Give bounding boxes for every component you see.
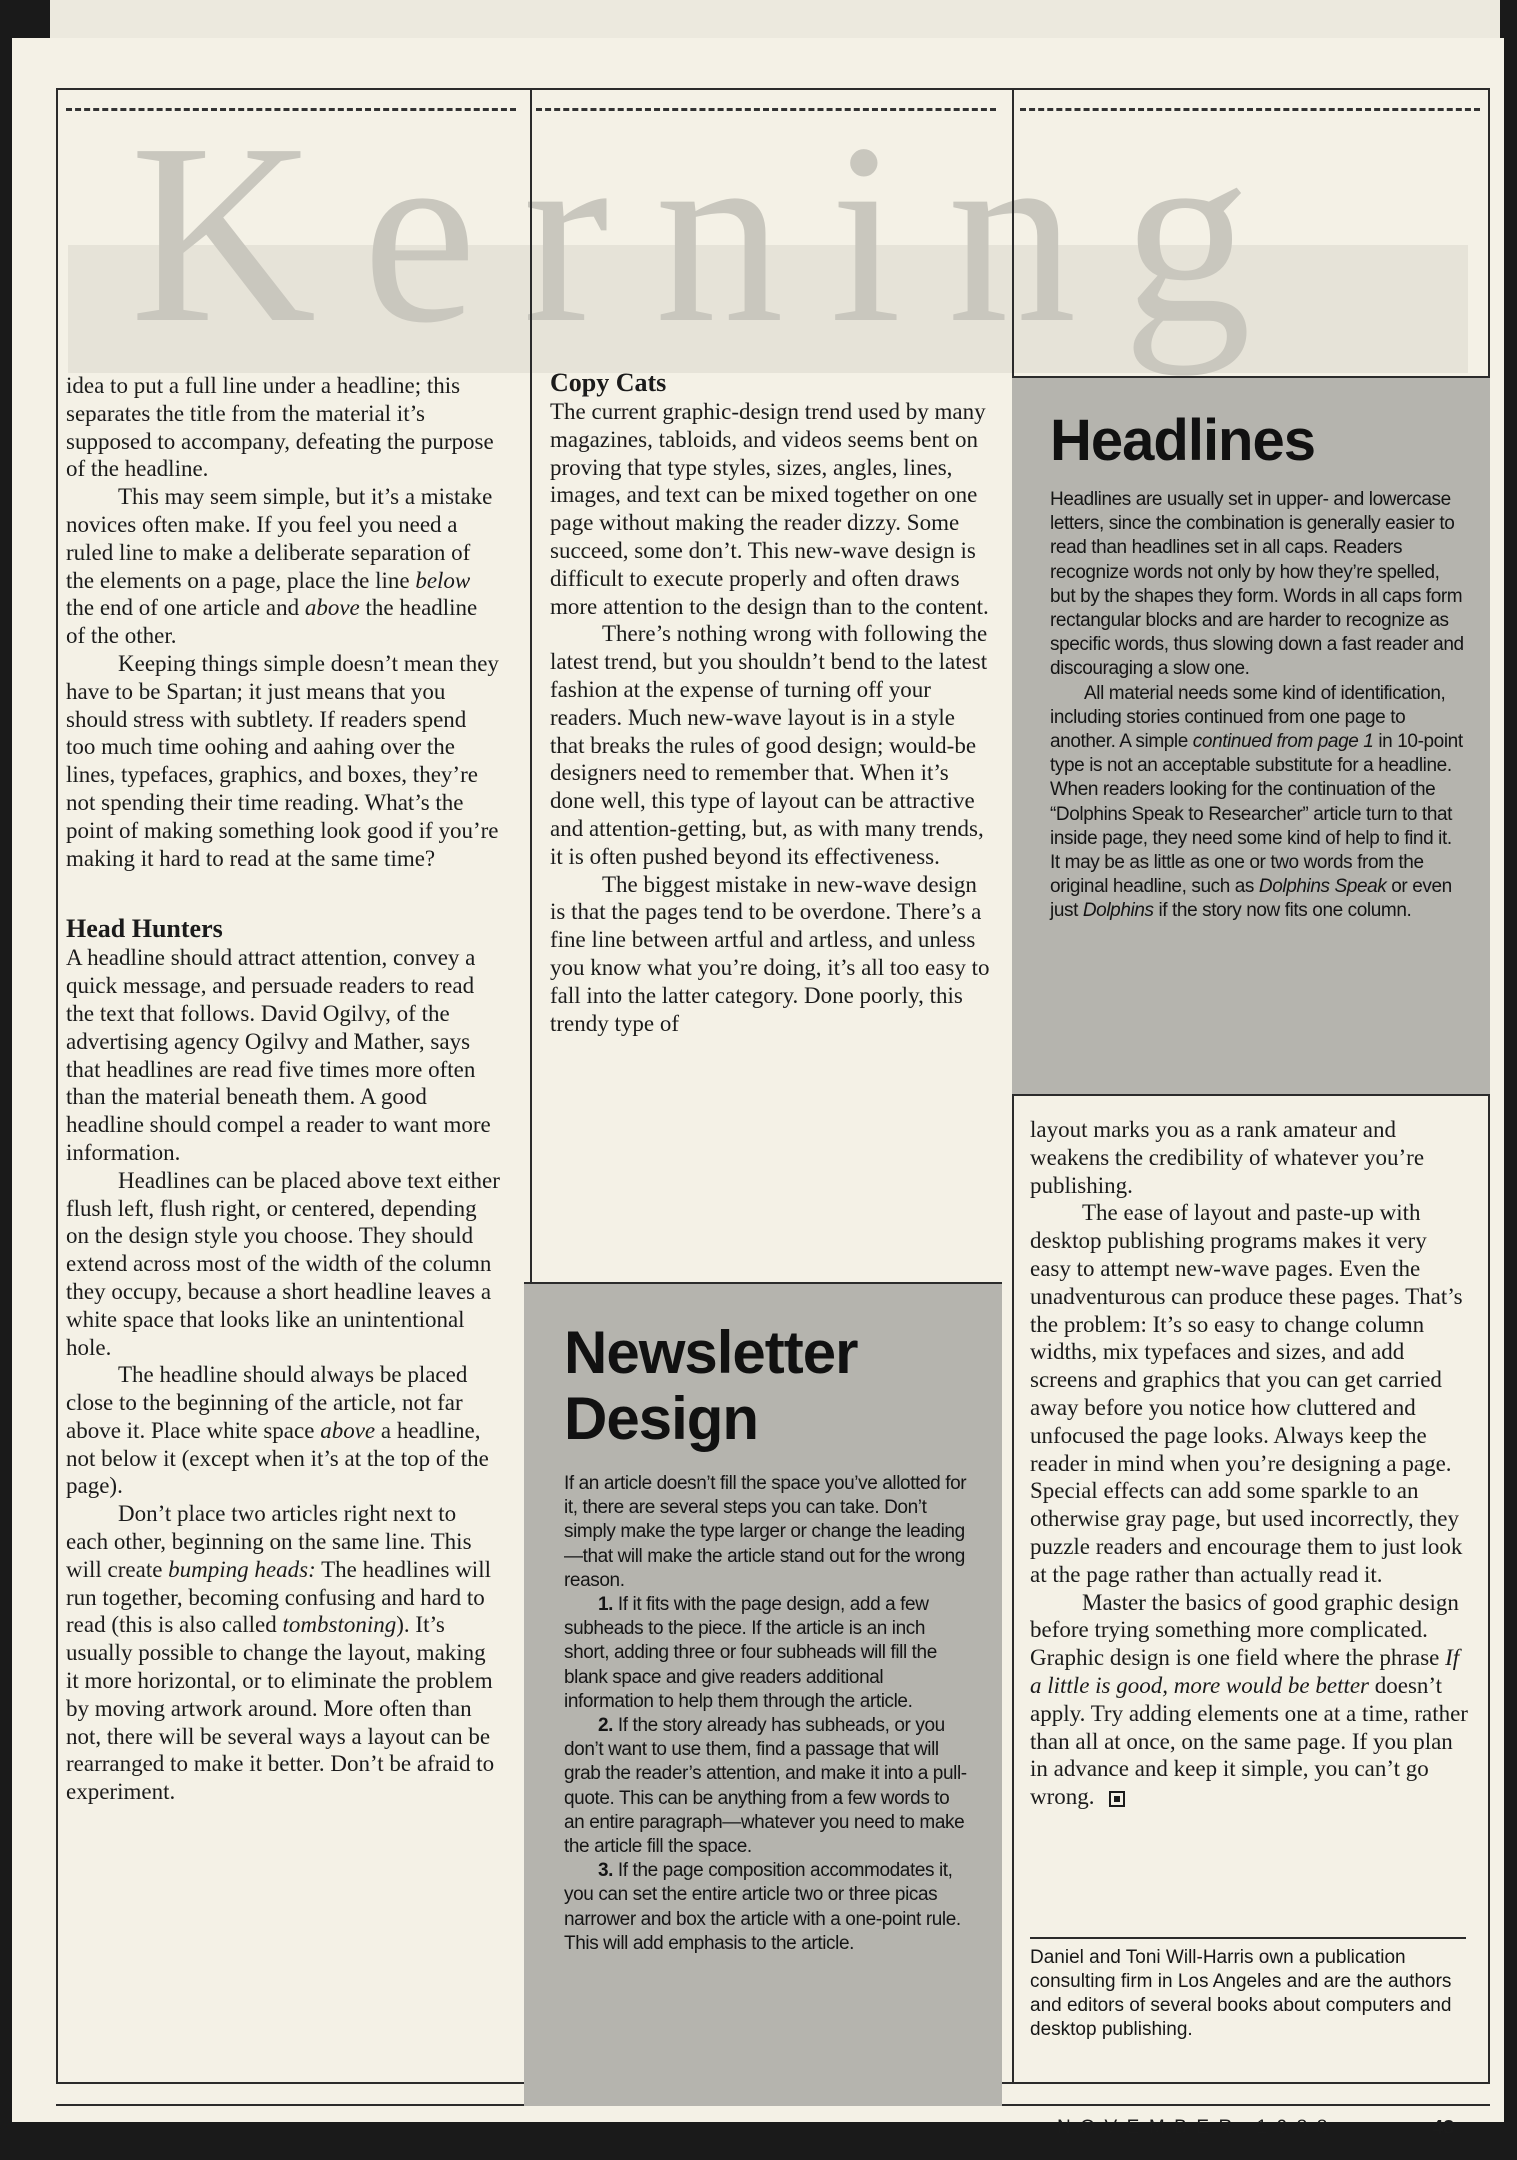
col1-paragraph: A headline should attract attention, convey a quick message, and persuade readers to read the text that follows. David Ogilvy, of the advertising agency Ogilvy and Mather, says that headlines are read five times more often than the material beneath them. A good headline should compel a reader to want more information. [66,945,491,1165]
col3-paragraph: Master the basics of good graphic design before trying something more complicated. Graphic design is one field where the phrase If a little is good, more would be better doesn’t apply. Try adding elements one at a time, rather than all at once, on the same page. If you plan in advance and keep it simple, you can’t go wrong. [1030,1589,1468,1810]
column-2 [550,368,992,1037]
page-title: Kerning [130,90,1298,376]
scan-edge-right [1504,0,1517,2160]
sidebar-newsletter-design [524,1282,1002,2106]
footer-issue-date: NOVEMBER 1988 [1057,2117,1337,2138]
sidebar-headlines [1012,376,1490,1096]
column-3 [1030,1116,1470,1811]
column-divider-right [1012,88,1014,378]
scan-edge-left [0,0,12,2160]
sidebar-paragraph: 3. If the page composition accommodates it, you can set the entire article two or three picas narrower and box the article with a one-point rule. This will add emphasis to the article. [564,1860,961,1954]
sidebar-paragraph: If an article doesn’t fill the space you’ve allotted for it, there are several steps you can take. Don’t simply make the type larger or change the leading—that will make the article stand out for the wrong reason. [564,1473,967,1591]
dashed-rule-left [66,108,516,111]
col3-paragraph: layout marks you as a rank amateur and weakens the credibility of whatever you’re publishing. [1030,1117,1425,1198]
col1-paragraph: idea to put a full line under a headline; this separates the title from the material it’s supposed to accompany, defeating the purpose of the headline. [66,373,494,482]
column-1 [66,372,500,1806]
subhead-copy-cats: Copy Cats [550,368,667,397]
sidebar-body [564,1472,974,1956]
sidebar-body [1050,488,1464,924]
col1-paragraph: The headline should always be placed close to the beginning of the article, not far above it. Place white space above a headline, not below it (except when it’s at the top of the page). [66,1362,489,1499]
col3-paragraph: The ease of layout and paste-up with desktop publishing programs makes it very easy to attempt new-wave pages. Even the unadventurous can produce these pages. That’s the problem: It’s so easy to change column widths, mix typefaces and sizes, and add screens and graphics that you can get carried away before you notice how cluttered and unfocused the page looks. Always keep the reader in mind when you’re designing a page. Special effects can add some sparkle to an otherwise gray page, but used incorrectly, they puzzle readers and encourage them to just look at the page rather than actually read it. [1030,1200,1463,1587]
dashed-rule-right [1020,108,1480,111]
dashed-rule-middle [536,108,996,111]
sidebar-paragraph: All material needs some kind of identification, including stories continued from one page to another. A simple continued from page 1 in 10-point type is not an acceptable substitute for a headline. When readers looking for the continuation of the “Dolphins Speak to Researcher” article turn to that inside page, they need some kind of help to find it. It may be as little as one or two words from the original headline, such as Dolphins Speak or even just Dolphins if the story now fits one column. [1050,682,1463,922]
sidebar-title: Newsletter Design [564,1319,858,1452]
sidebar-paragraph: Headlines are usually set in upper- and lowercase letters, since the combination is generally easier to read than headlines set in all caps. Readers recognize words not only by how they’re spelled, but by the shapes they form. Words in all caps form rectangular blocks and are harder to recognize as specific words, thus slowing down a fast reader and discouraging a slow one. [1050,489,1464,680]
column-divider-right-lower [1012,1092,1014,2084]
col2-paragraph: The current graphic-design trend used by many magazines, tabloids, and videos seems bent on proving that type styles, sizes, angles, lines, images, and text can be mixed together on one page without making the reader dizzy. Some succeed, some don’t. This new-wave design is difficult to execute properly and often draws more attention to the design than to the content. [550,399,989,619]
end-mark-icon [1109,1791,1125,1807]
col1-paragraph: This may seem simple, but it’s a mistake novices often make. If you feel you need a ruled line to make a deliberate separation of the elements on a page, place the line below the end of one article and above the headline of the other. [66,484,493,649]
col1-paragraph: Don’t place two articles right next to each other, beginning on the same line. This will create bumping heads: The headlines will run together, becoming confusing and hard to read (this is also called tombstoning). It’s usually possible to change the layout, making it more horizontal, or to eliminate the problem by moving artwork around. More often than not, there will be several ways a layout can be rearranged to make it better. Don’t be afraid to experiment. [66,1501,495,1805]
col1-paragraph: Headlines can be placed above text either flush left, flush right, or centered, depending on the design style you choose. They should extend across most of the width of the column they occupy, because a short headline leaves a white space that looks like an unintentional hole. [66,1167,500,1360]
col2-paragraph: There’s nothing wrong with following the latest trend, but you shouldn’t bend to the latest fashion at the expense of turning off your readers. Much new-wave layout is in a style that breaks the rules of good design; would-be designers need to remember that. When it’s done well, this type of layout can be attractive and attention-getting, but, as with many trends, it is often pushed beyond its effectiveness. [550,621,988,869]
col2-paragraph: The biggest mistake in new-wave design is that the pages tend to be overdone. There’s a fine line between artful and artless, and unless you know what you’re doing, it’s all too easy to fall into the latter category. Done poorly, this trendy type of [550,871,990,1036]
bio-rule [1030,1937,1466,1939]
author-bio: Daniel and Toni Will-Harris own a publication consulting firm in Los Angeles and are the authors and editors of several books about computers and desktop publishing. [1030,1947,1452,2040]
sidebar-paragraph: 1. If it fits with the page design, add a few subheads to the piece. If the article is an inch short, adding three or four subheads will fill the blank space and give readers additional information to help them through the article. [564,1594,937,1712]
subhead-head-hunters: Head Hunters [66,914,223,944]
page-number: 43 [1432,2117,1455,2139]
sidebar-paragraph: 2. If the story already has subheads, or you don’t want to use them, find a passage that will grab the reader’s attention, and make it into a pull-quote. This can be anything from a few words to an entire paragraph—whatever you need to make the article fill the space. [564,1715,967,1858]
col1-paragraph: Keeping things simple doesn’t mean they have to be Spartan; it just means that you should stress with subtlety. If readers spend too much time oohing and aahing over the lines, typefaces, graphics, and boxes, they’re not spending their time reading. What’s the point of making something look good if you’re making it hard to read at the same time? [66,650,499,871]
sidebar-title: Headlines [1050,408,1315,473]
scan-edge-top [0,0,1517,38]
